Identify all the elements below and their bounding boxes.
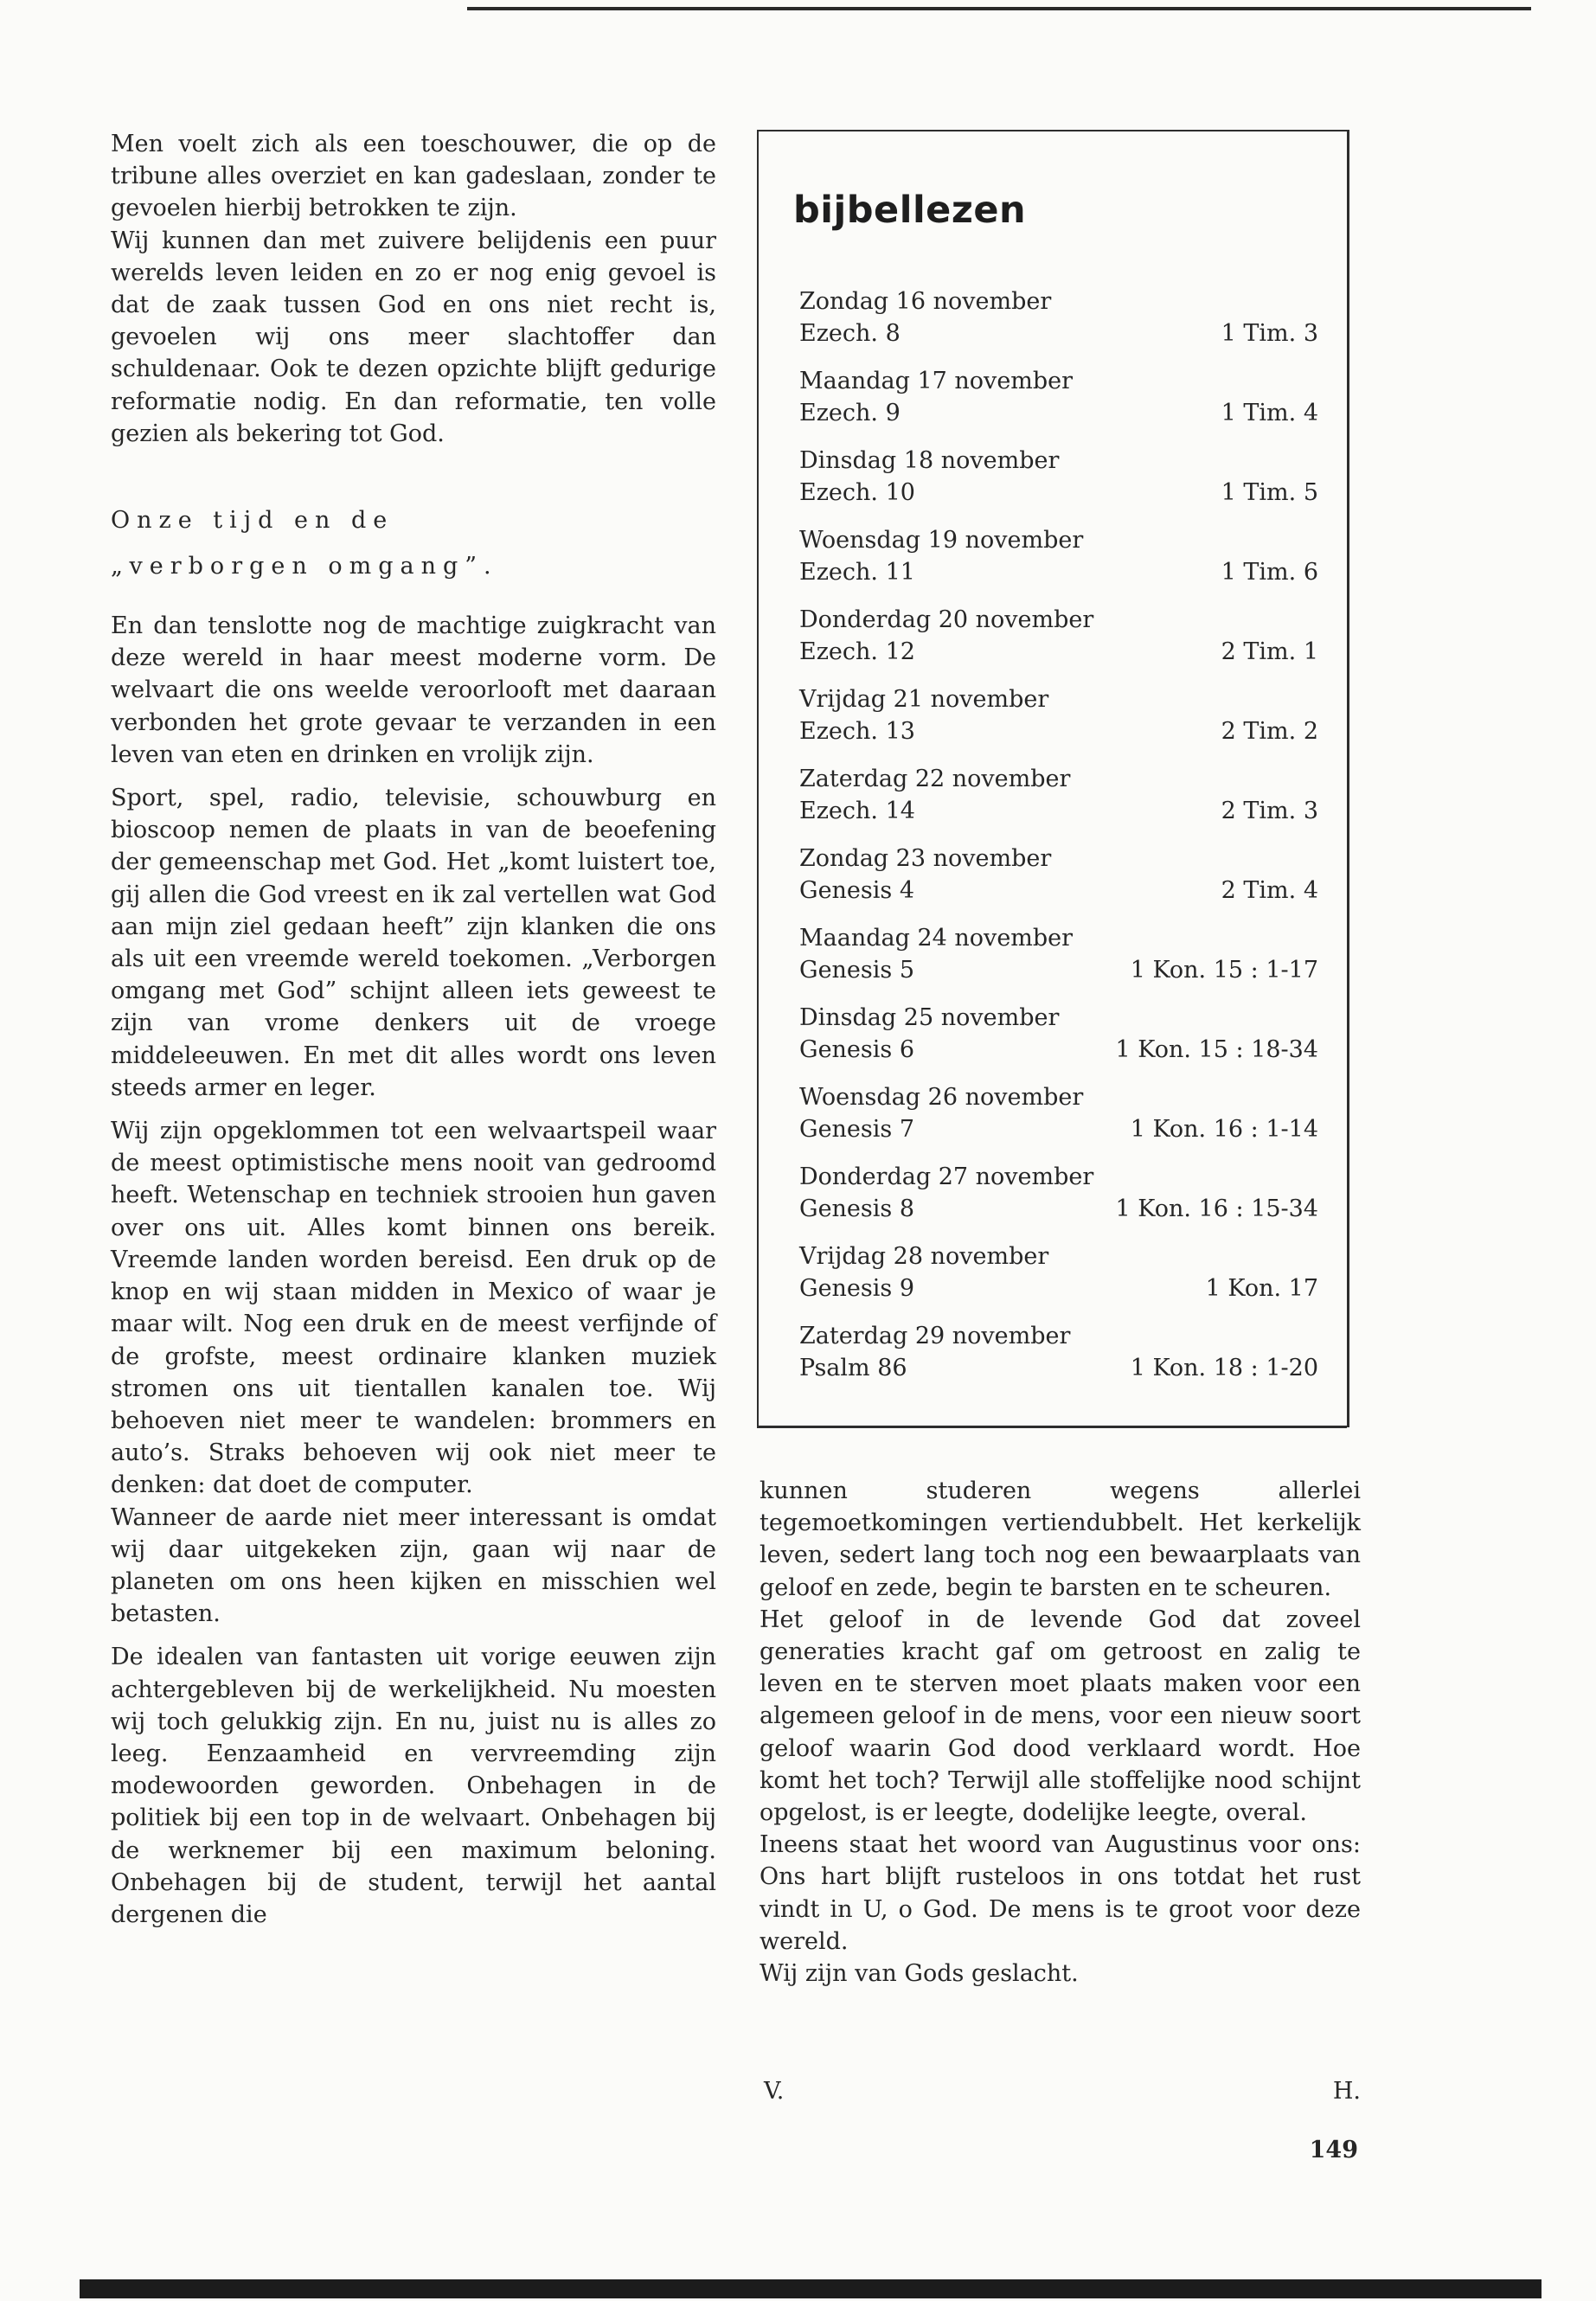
reading-ref: 1 Tim. 4 (1221, 400, 1318, 426)
reading-day: Dinsdag 18 november (799, 447, 1060, 474)
paragraph: De idealen van fantasten uit vorige eeuwen zijn achtergebleven bij de werkelijkheid. Nu moesten wij toch gelukkig zijn. En nu, juist nu is alles zo leeg. Eenzaamheid en vervreemding zijn modewoorden geworden. Onbehagen in de politiek bij een top in de welvaart. Onbehagen bij de werknemer bij een maximum beloning. Onbehagen bij de student, terwijl het aantal dergenen die (111, 1644, 716, 1928)
top-rule (467, 7, 1531, 10)
reading-book: Ezech. 10 (799, 479, 915, 506)
right-column (760, 1475, 1361, 1990)
reading-book: Ezech. 12 (799, 638, 915, 665)
reading-day: Maandag 24 november (799, 925, 1074, 952)
reading-entry (799, 683, 1318, 763)
reading-book: Ezech. 14 (799, 798, 915, 824)
signature-initial-right: H. (1332, 2078, 1361, 2105)
reading-day: Zondag 16 november (799, 288, 1052, 315)
reading-entry (799, 1081, 1318, 1161)
reading-book: Genesis 6 (799, 1036, 915, 1063)
paragraph: kunnen studeren wegens allerlei tegemoetkomingen vertiendubbelt. Het kerkelijk leven, sedert lang toch nog een bewaarplaats van geloof en zede, begin te barsten en te scheuren. (760, 1477, 1361, 1601)
reading-ref: 1 Tim. 6 (1221, 559, 1318, 586)
reading-book: Genesis 8 (799, 1195, 915, 1222)
reading-day: Maandag 17 november (799, 368, 1074, 394)
reading-ref: 1 Kon. 15 : 18-34 (1115, 1036, 1318, 1063)
reading-ref: 1 Tim. 3 (1221, 320, 1318, 347)
reading-book: Ezech. 11 (799, 559, 915, 586)
paragraph: Het geloof in de levende God dat zoveel generaties kracht gaf om getroost en zalig te leven en te sterven moet plaats maken voor een algemeen geloof in de mens, voor een nieuw soort geloof waarin God dood verklaard wordt. Hoe komt het toch? Terwijl alle stoffelijke nood schijnt opgelost, is er leegte, dodelijke leegte, overal. (760, 1606, 1361, 1827)
reading-day: Woensdag 26 november (799, 1084, 1084, 1111)
reading-day: Donderdag 27 november (799, 1163, 1094, 1190)
reading-list (799, 285, 1318, 1400)
reading-entry (799, 1320, 1318, 1400)
reading-entry (799, 922, 1318, 1002)
reading-book: Ezech. 9 (799, 400, 901, 426)
reading-book: Genesis 9 (799, 1275, 915, 1302)
paragraph: Wanneer de aarde niet meer interessant is omdat wij daar uitgekeken zijn, gaan wij naar de planeten om ons heen kijken en misschien wel betasten. (111, 1503, 716, 1628)
box-title: bijbellezen (793, 189, 1027, 232)
reading-entry (799, 445, 1318, 524)
reading-entry (799, 604, 1318, 683)
reading-entry (799, 763, 1318, 843)
reading-book: Genesis 5 (799, 957, 915, 984)
reading-entry (799, 365, 1318, 445)
reading-day: Donderdag 20 november (799, 606, 1094, 633)
reading-day: Zaterdag 29 november (799, 1323, 1071, 1349)
reading-entry (799, 285, 1318, 365)
paragraph: Men voelt zich als een toeschouwer, die op de tribune alles overziet en kan gadeslaan, zonder te gevoelen hierbij betrokken te zijn. (111, 131, 716, 222)
reading-ref: 1 Kon. 17 (1205, 1275, 1318, 1302)
section-heading-line: Onze tijd en de (111, 507, 394, 535)
paragraph: Sport, spel, radio, televisie, schouwburg en bioscoop nemen de plaats in van de beoefening der gemeenschap met God. Het „komt luistert toe, gij allen die God vreest en ik zal vertellen wat God aan mijn ziel gedaan heeft” zijn klanken die ons als uit een vreemde wereld toekomen. „Verborgen omgang met God” schijnt alleen iets geweest te zijn van vrome denkers uit de vroege middeleeuwen. En met dit alles wordt ons leven steeds armer en leger. (111, 785, 716, 1101)
author-signature (764, 2078, 1361, 2105)
reading-ref: 2 Tim. 2 (1221, 718, 1318, 745)
page-number: 149 (1309, 2137, 1358, 2163)
reading-ref: 2 Tim. 3 (1221, 798, 1318, 824)
reading-book: Ezech. 13 (799, 718, 915, 745)
reading-ref: 1 Kon. 15 : 1-17 (1130, 957, 1318, 984)
paragraph: Wij zijn opgeklommen tot een welvaartspeil waar de meest optimistische mens nooit van gedroomd heeft. Wetenschap en techniek strooien hun gaven over ons uit. Alles komt binnen ons bereik. Vreemde landen worden bereisd. Een druk op de knop en wij staan midden in Mexico of waar je maar wilt. Nog een druk en de meest verfijnde of de grofste, meest ordinaire klanken muziek stromen ons uit tientallen kanalen toe. Wij behoeven niet meer te wandelen: brommers en auto’s. Straks behoeven wij ook niet meer te denken: dat doet de computer. (111, 1118, 716, 1499)
reading-book: Genesis 4 (799, 877, 915, 904)
reading-entry (799, 524, 1318, 604)
paragraph: Wij kunnen dan met zuivere belijdenis een puur werelds leven leiden en zo er nog enig gevoel is dat de zaak tussen God en ons niet recht is, gevoelen wij ons meer slachtoffer dan schuldenaar. Ook te dezen opzichte blijft gedurige reformatie nodig. En dan reformatie, ten volle gezien als bekering tot God. (111, 227, 716, 447)
reading-entry (799, 1161, 1318, 1240)
reading-day: Vrijdag 28 november (799, 1243, 1049, 1270)
left-column (111, 128, 716, 1942)
reading-ref: 2 Tim. 1 (1221, 638, 1318, 665)
bible-reading-box (757, 130, 1349, 1427)
reading-entry (799, 1240, 1318, 1320)
reading-day: Woensdag 19 november (799, 527, 1084, 554)
bottom-rule (80, 2279, 1542, 2298)
reading-day: Zondag 23 november (799, 845, 1052, 872)
reading-day: Zaterdag 22 november (799, 766, 1071, 792)
reading-day: Dinsdag 25 november (799, 1004, 1060, 1031)
reading-book: Psalm 86 (799, 1355, 907, 1381)
reading-ref: 1 Kon. 16 : 1-14 (1130, 1116, 1318, 1143)
reading-entry (799, 1002, 1318, 1081)
paragraph: En dan tenslotte nog de machtige zuigkracht van deze wereld in haar meest moderne vorm. De welvaart die ons weelde veroorlooft met daaraan verbonden het grote gevaar te verzanden in een leven van eten en drinken en vrolijk zijn. (111, 612, 716, 768)
reading-book: Genesis 7 (799, 1116, 915, 1143)
paragraph: Wij zijn van Gods geslacht. (760, 1960, 1079, 1988)
signature-initial-left: V. (764, 2078, 785, 2105)
section-heading (111, 503, 716, 584)
reading-day: Vrijdag 21 november (799, 686, 1049, 713)
reading-ref: 2 Tim. 4 (1221, 877, 1318, 904)
box-left-border (757, 130, 759, 1427)
box-bottom-border (757, 1426, 1347, 1428)
section-heading-line: „verborgen omgang”. (111, 553, 498, 580)
reading-book: Ezech. 8 (799, 320, 901, 347)
reading-ref: 1 Tim. 5 (1221, 479, 1318, 506)
reading-ref: 1 Kon. 18 : 1-20 (1130, 1355, 1318, 1381)
paragraph: Ineens staat het woord van Augustinus voor ons: Ons hart blijft rusteloos in ons totdat het rust vindt in U, o God. De mens is te groot voor deze wereld. (760, 1831, 1361, 1955)
reading-entry (799, 843, 1318, 922)
reading-ref: 1 Kon. 16 : 15-34 (1115, 1195, 1318, 1222)
